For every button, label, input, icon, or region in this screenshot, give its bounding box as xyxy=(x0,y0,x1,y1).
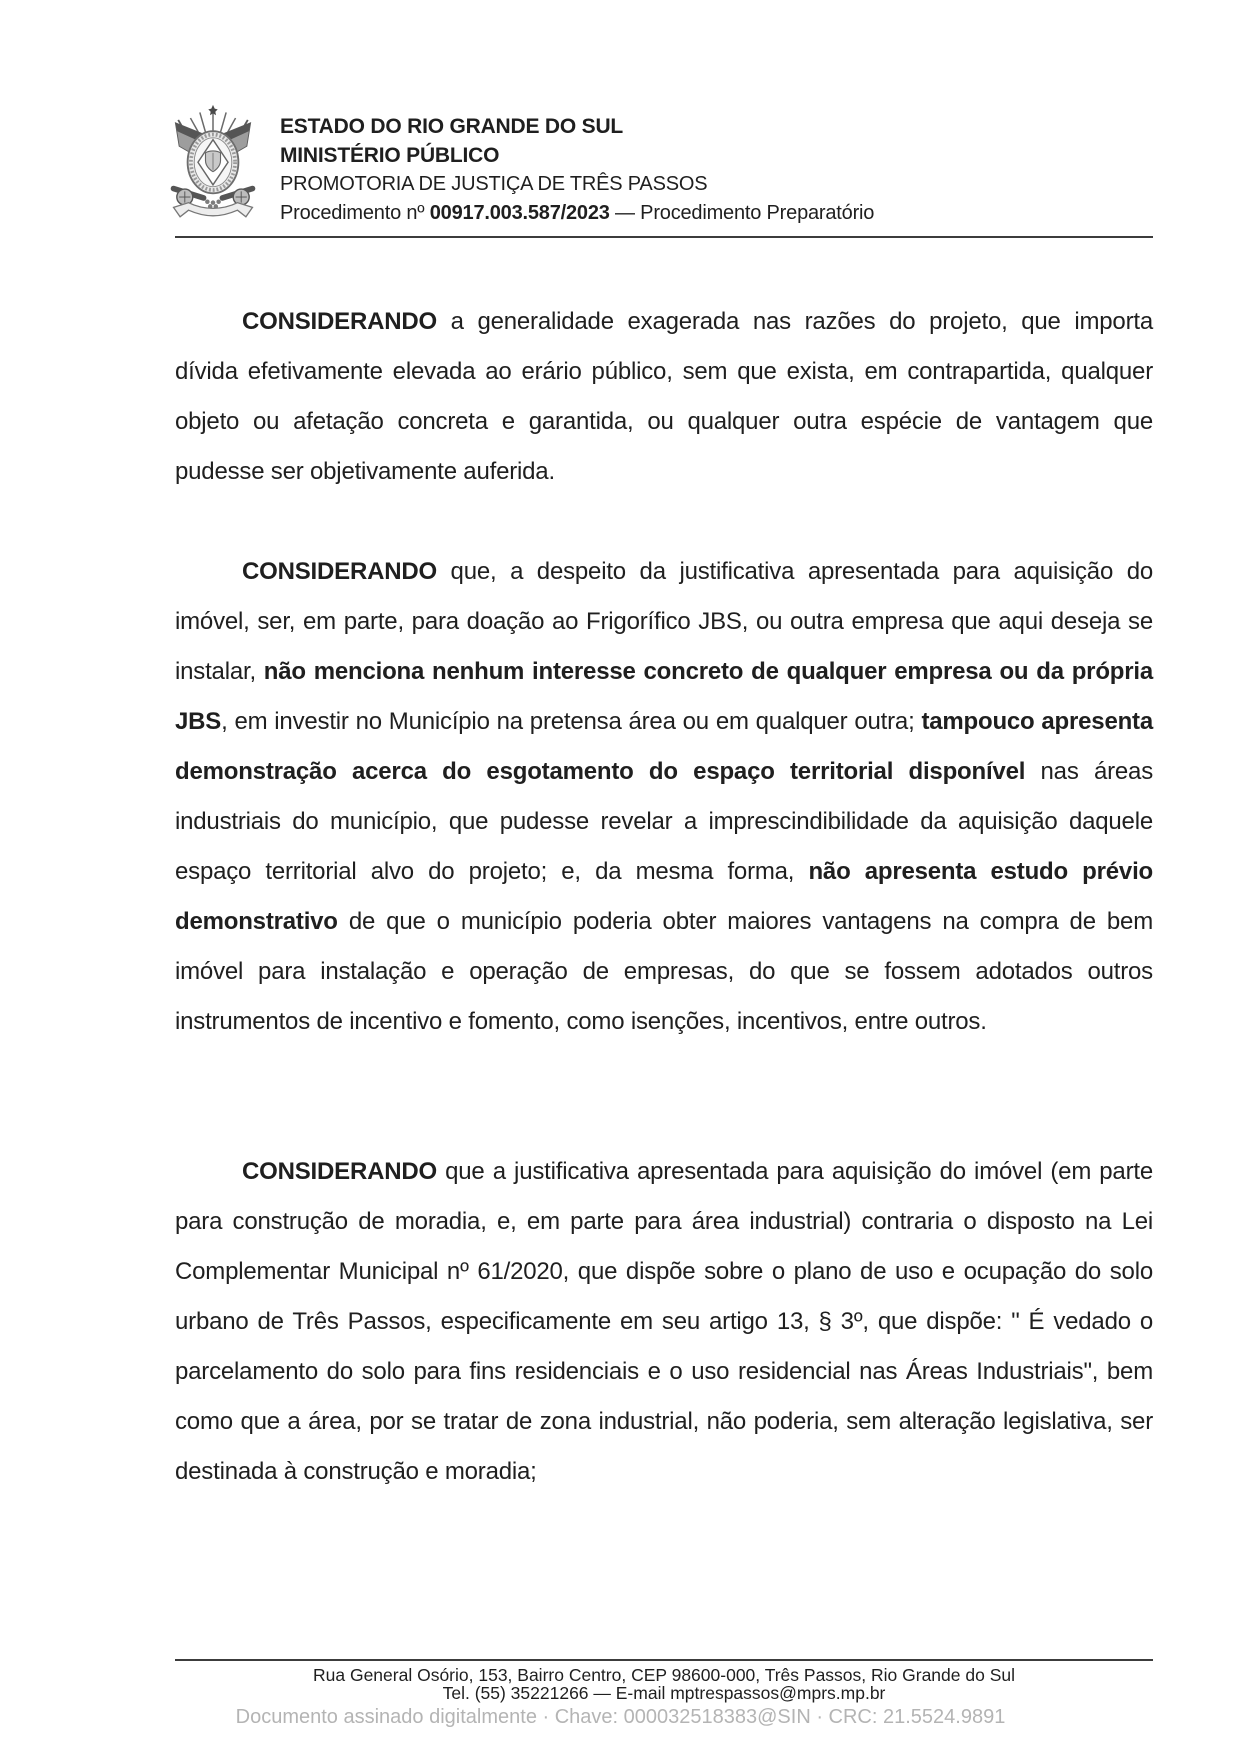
emphasized-text-run: não menciona nenhum interesse concreto de qualquer empresa ou da própria JBS xyxy=(175,658,1153,735)
paragraph xyxy=(175,1147,1153,1497)
text-run: , em investir no Município na pretensa área ou em qualquer outra; xyxy=(221,708,922,735)
emphasized-text-run: CONSIDERANDO xyxy=(242,1158,437,1185)
text-run: que a justificativa apresentada para aquisição do imóvel (em parte para construção de moradia, e, em parte para área industrial) contraria o disposto na Lei Complementar Municipal nº 61/2020, que dispõe sobre o plano de uso e ocupação do solo urbano de Três Passos, especificamente em seu artigo 13, § 3º, que dispõe: " É vedado o parcelamento do solo para fins residenciais e o uso residencial nas Áreas Industriais", bem como que a área, por se tratar de zona industrial, não poderia, sem alteração legislativa, ser destinada à construção e moradia; xyxy=(175,1158,1153,1485)
rs-coat-of-arms-icon xyxy=(166,100,260,232)
procedure-number: 00917.003.587/2023 xyxy=(429,202,610,224)
header-state-name: ESTADO DO RIO GRANDE DO SUL xyxy=(280,115,624,138)
text-run: a generalidade exagerada nas razões do projeto, que importa dívida efetivamente elevada ao erário público, sem que exista, em contrapartida, qualquer objeto ou afetação concreta e garantida, ou qualquer outra espécie de vantagem que pudesse ser objetivamente auferida. xyxy=(175,308,1153,485)
header-procedure-line xyxy=(280,199,1140,228)
text-run: que, a despeito da justificativa apresentada para aquisição do imóvel, ser, em parte, para doação ao Frigorífico JBS, ou outra empresa que aqui deseja se instalar, xyxy=(175,558,1153,685)
digital-signature-stamp: Documento assinado digitalmente · Chave: 000032518383@SIN · CRC: 21.5524.9891 xyxy=(235,1706,1006,1728)
footer-address-line: Rua General Osório, 153, Bairro Centro, CEP 98600-000, Três Passos, Rio Grande do Sul xyxy=(313,1665,1015,1685)
footer-divider xyxy=(175,1659,1153,1661)
footer-contact-line: Tel. (55) 35221266 — E-mail mptrespassos@mprs.mp.br xyxy=(442,1682,886,1703)
paragraph xyxy=(175,297,1153,497)
text-run: de que o município poderia obter maiores vantagens na compra de bem imóvel para instalação e operação de empresas, do que se fossem adotados outros instrumentos de incentivo e fomento, como isenções, incentivos, entre outros. xyxy=(175,908,1153,1035)
procedure-prefix: Procedimento nº xyxy=(280,202,430,224)
header-institution-name: MINISTÉRIO PÚBLICO xyxy=(280,144,500,167)
emphasized-text-run: CONSIDERANDO xyxy=(242,558,437,585)
emphasized-text-run: tampouco apresenta demonstração acerca do esgotamento do espaço territorial disponível xyxy=(175,708,1153,785)
procedure-suffix: — Procedimento Preparatório xyxy=(609,202,875,224)
document-body xyxy=(175,297,1153,1497)
emphasized-text-run: não apresenta estudo prévio demonstrativo xyxy=(175,858,1153,935)
footer xyxy=(175,1667,1153,1702)
emphasized-text-run: CONSIDERANDO xyxy=(242,308,437,335)
text-run: nas áreas industriais do município, que pudesse revelar a imprescindibilidade da aquisição daquele espaço territorial alvo do projeto; e, da mesma forma, xyxy=(175,758,1153,885)
header xyxy=(280,112,1140,228)
paragraph xyxy=(175,547,1153,1047)
header-divider xyxy=(175,236,1153,238)
header-promotoria-name: PROMOTORIA DE JUSTIÇA DE TRÊS PASSOS xyxy=(280,173,708,195)
